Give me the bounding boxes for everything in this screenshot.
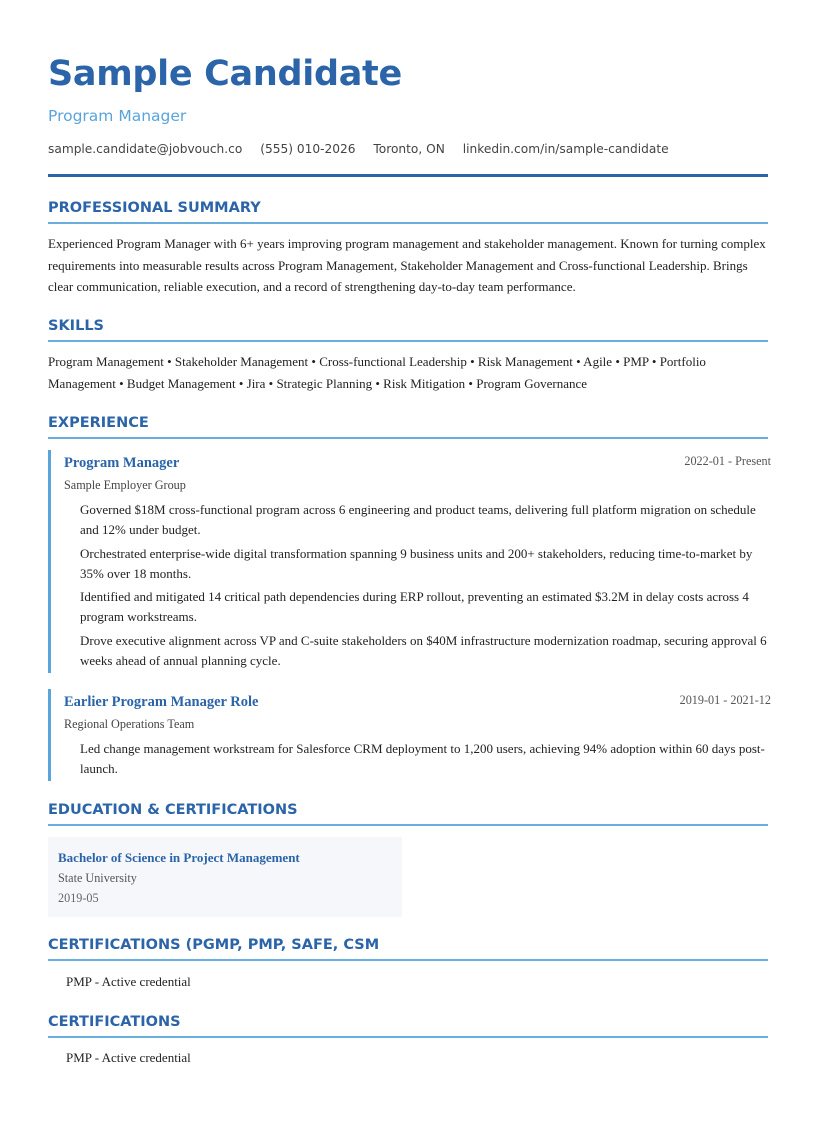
candidate-title: Program Manager (48, 107, 187, 125)
experience-entry (48, 689, 771, 781)
section-heading-summary: PROFESSIONAL SUMMARY (48, 200, 768, 224)
job-bullets (80, 739, 770, 783)
section-heading-education: EDUCATION & CERTIFICATIONS (48, 802, 768, 826)
job-bullet: Governed $18M cross-functional program across 6 engineering and product teams, delivering full platform migration on schedule and 12% under budget. (80, 502, 756, 537)
section-heading-certifications-list: CERTIFICATIONS (PGMP, PMP, SAFE, CSM (48, 937, 768, 961)
certification-item: PMP - Active credential (66, 974, 191, 989)
job-bullet: Drove executive alignment across VP and C-suite stakeholders on $40M infrastructure modernization roadmap, securing approval 6 weeks ahead of annual planning cycle. (80, 633, 767, 669)
candidate-name: Sample Candidate (48, 54, 402, 94)
header-divider (48, 174, 768, 177)
job-title: Earlier Program Manager Role (64, 694, 259, 710)
education-card (48, 837, 402, 917)
job-dates: 2022-01 - Present (684, 454, 771, 468)
contact-email[interactable]: sample.candidate@jobvouch.co (48, 142, 243, 156)
education-degree: Bachelor of Science in Project Management (58, 850, 300, 865)
contact-phone: (555) 010-2026 (260, 142, 356, 156)
contact-location: Toronto, ON (373, 142, 445, 156)
job-title: Program Manager (64, 455, 180, 471)
education-school: State University (58, 871, 137, 885)
summary-text: Experienced Program Manager with 6+ years improving program management and stakeholder management. Known for turning complex requirements into measurable results across Program Management, Stakeholder Management and Cross-functional Leadership. Brings clear communication, reliable execution, and a record of strengthening day-to-day team performance. (48, 236, 766, 294)
job-bullet: Identified and mitigated 14 critical path dependencies during ERP rollout, preventing an estimated $3.2M in delay costs across 4 program workstreams. (80, 589, 749, 625)
job-company: Regional Operations Team (64, 717, 195, 731)
job-bullet: Orchestrated enterprise-wide digital transformation spanning 9 business units and 200+ stakeholders, reducing time-to-market by 35% over 18 months. (80, 545, 753, 581)
job-company: Sample Employer Group (64, 478, 186, 492)
job-dates: 2019-01 - 2021-12 (679, 693, 771, 707)
section-heading-experience: EXPERIENCE (48, 415, 768, 439)
job-bullet: Led change management workstream for Salesforce CRM deployment to 1,200 users, achieving 94% adoption within 60 days post-launch. (80, 741, 765, 776)
section-heading-skills: SKILLS (48, 318, 768, 342)
skills-text: Program Management • Stakeholder Management • Cross-functional Leadership • Risk Management • Agile • PMP • Portfolio Management • Budget Management • Jira • Strategic Planning • Risk Mitigation • Program Governance (48, 354, 706, 391)
section-heading-certifications: CERTIFICATIONS (48, 1014, 768, 1038)
contact-line (48, 142, 683, 156)
education-date: 2019-05 (58, 891, 99, 905)
contact-linkedin[interactable]: linkedin.com/in/sample-candidate (462, 142, 669, 156)
experience-entry (48, 450, 771, 673)
job-bullets (80, 500, 770, 675)
certification-item: PMP - Active credential (66, 1050, 191, 1065)
